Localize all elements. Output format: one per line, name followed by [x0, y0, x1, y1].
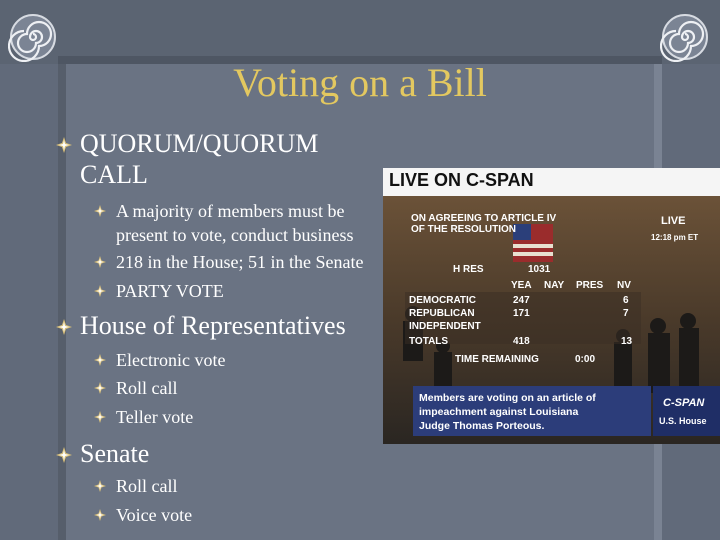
resolution-number: 1031 [528, 264, 551, 275]
sub-bullet-text: 218 in the House; 51 in the Senate [116, 252, 364, 272]
photo-header [383, 168, 720, 196]
sub-bullet-electronic [94, 348, 225, 372]
row-nv: 7 [623, 308, 629, 319]
pin-marker-icon [56, 137, 72, 153]
pin-marker-icon [94, 480, 106, 492]
sub-bullet-majority [94, 199, 353, 247]
pin-marker-icon [94, 509, 106, 521]
pin-marker-icon [56, 447, 72, 463]
time-remaining-label: TIME REMAINING [455, 354, 539, 365]
photo-header-text: LIVE ON C-SPAN [389, 170, 534, 190]
row-party: INDEPENDENT [409, 321, 481, 332]
time-remaining-value: 0:00 [575, 354, 596, 365]
clock-time: 12:18 pm ET [651, 233, 699, 242]
sub-bullet-text: Roll call [116, 378, 178, 398]
sub-bullet-text: Electronic vote [116, 350, 226, 370]
pin-marker-icon [94, 285, 106, 297]
pin-marker-icon [94, 256, 106, 268]
row-nv: 13 [621, 336, 633, 347]
sub-bullet-text: PARTY VOTE [116, 281, 224, 301]
row-yea: 247 [513, 295, 530, 306]
banner-line2: OF THE RESOLUTION [411, 224, 516, 235]
sub-bullet-text: A majority of members must be [116, 201, 345, 221]
cspan-photo [383, 168, 720, 444]
col-yea: YEA [511, 280, 532, 291]
pin-marker-icon [94, 354, 106, 366]
col-nv: NV [617, 280, 631, 291]
row-party: REPUBLICAN [409, 308, 475, 319]
sub-bullet-voice-vote [94, 503, 192, 527]
col-pres: PRES [576, 280, 604, 291]
bullet-quorum [56, 128, 318, 190]
sub-bullet-teller [94, 405, 193, 429]
bullet-text: QUORUM/QUORUM [80, 129, 319, 158]
caption-line1: Members are voting on an article of [419, 392, 596, 404]
sub-bullet-text: Roll call [116, 476, 178, 496]
bullet-text: House of Representatives [80, 311, 346, 340]
sub-bullet-text: Voice vote [116, 505, 193, 525]
slide-frame-top [0, 0, 720, 64]
sub-bullet-text: Teller vote [116, 407, 194, 427]
caption-line3: Judge Thomas Porteous. [419, 420, 545, 432]
row-party: TOTALS [409, 336, 449, 347]
bullet-text: Senate [80, 439, 150, 468]
spiral-icon [660, 12, 710, 62]
row-party: DEMOCRATIC [409, 295, 477, 306]
pin-marker-icon [56, 319, 72, 335]
pin-marker-icon [94, 205, 106, 217]
row-yea: 418 [513, 336, 530, 347]
sub-bullet-roll-call [94, 376, 178, 400]
bullet-house [56, 310, 346, 341]
cspan-logo: C-SPAN [663, 397, 705, 409]
bullet-text: CALL [80, 160, 148, 189]
cspan-sub: U.S. House [659, 416, 707, 426]
slide-title: Voting on a Bill [233, 60, 487, 105]
live-indicator: LIVE [661, 215, 686, 227]
resolution-label: H RES [453, 264, 484, 275]
house-chamber-scene [383, 196, 720, 444]
sub-bullet-text: present to vote, conduct business [116, 225, 354, 245]
cspan-logo-box [653, 386, 720, 436]
sub-bullet-party-vote [94, 279, 224, 303]
bullet-senate [56, 438, 149, 469]
sub-bullet-senate-roll-call [94, 474, 178, 498]
row-yea: 171 [513, 308, 530, 319]
spiral-icon [8, 12, 58, 62]
pin-marker-icon [94, 411, 106, 423]
pin-marker-icon [94, 382, 106, 394]
banner-line1: ON AGREEING TO ARTICLE IV [411, 213, 557, 224]
caption-line2: impeachment against Louisiana [419, 406, 579, 418]
sub-bullet-218 [94, 250, 363, 274]
col-nay: NAY [544, 280, 565, 291]
row-nv: 6 [623, 295, 629, 306]
